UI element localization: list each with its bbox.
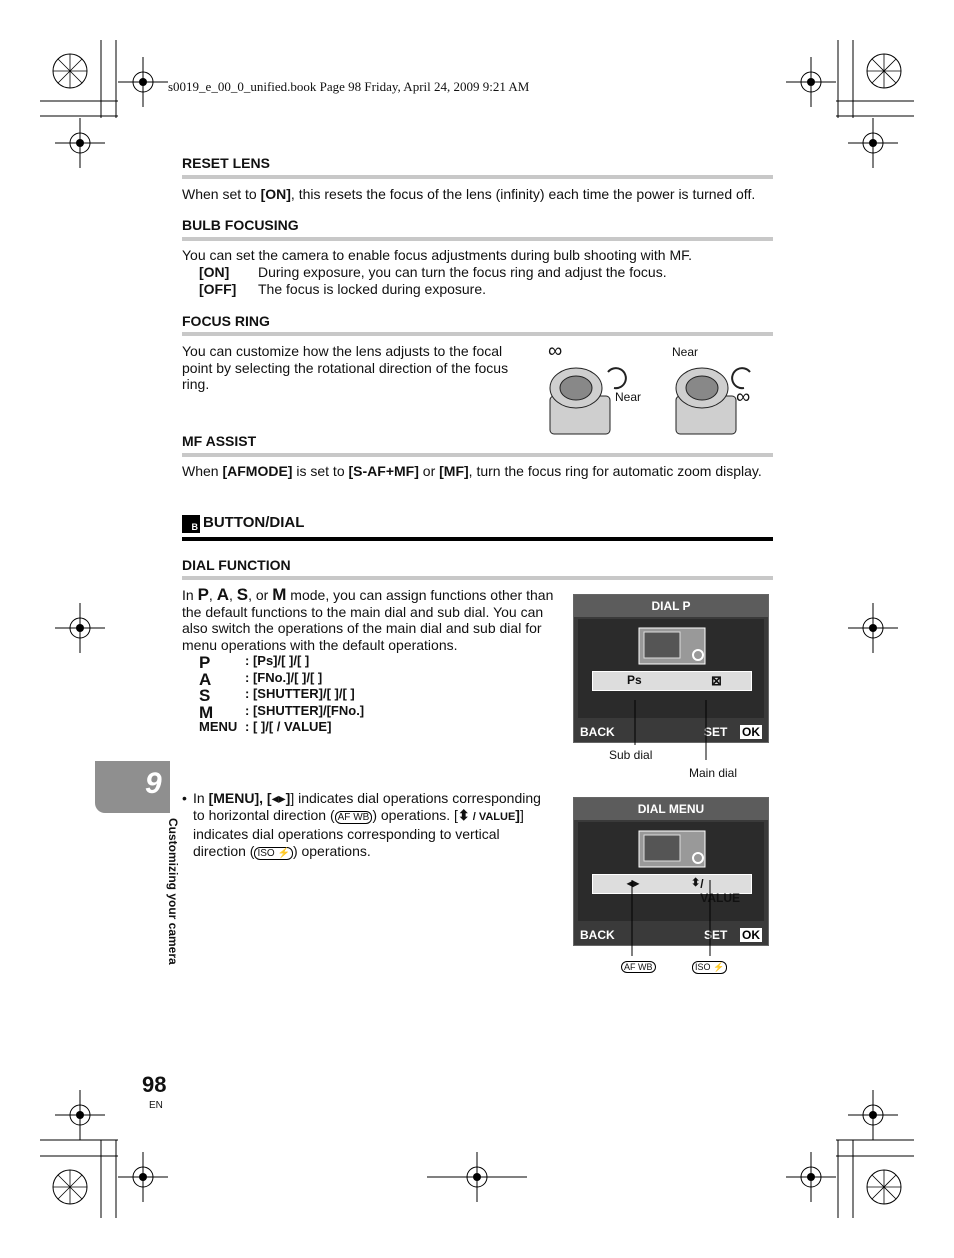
page-number: 98	[142, 1072, 167, 1097]
dial-function-text: In P, A, S, or M mode, you can assign functions other than the default functions to the main dial and sub dial. You can also switch the operations of the main dial and sub dial for menu operations with the default operations.	[182, 585, 554, 653]
af-wb-icon: AF WB	[621, 961, 656, 973]
set-button: SET	[704, 725, 728, 739]
af-wb-icon: AF WB	[335, 811, 373, 824]
lens-rotation-icon	[548, 358, 778, 438]
left-right-icon: ◂▸	[271, 790, 286, 806]
iso-flash-icon: ISO ⚡	[254, 847, 292, 860]
exposure-icon: ⊠	[711, 673, 722, 688]
chapter-tab: 9	[95, 761, 170, 813]
section-rule	[182, 332, 773, 336]
mf-assist-title: MF ASSIST	[182, 433, 257, 449]
near-label: Near	[672, 345, 699, 359]
camera-back-icon	[638, 830, 708, 870]
section-heavy-rule	[182, 537, 773, 541]
bulb-on-key: [ON]	[199, 264, 230, 280]
bullet: •	[182, 790, 187, 806]
reset-lens-title: RESET LENS	[182, 155, 270, 171]
section-rule	[182, 576, 773, 580]
bulb-off-desc: The focus is locked during exposure.	[258, 281, 487, 297]
dial-option-bar	[592, 671, 752, 691]
bulb-off-key: [OFF]	[199, 281, 237, 297]
chapter-side-text: Customizing your camera	[166, 818, 180, 965]
infinity-symbol: ∞	[548, 340, 563, 362]
sub-dial-label: Sub dial	[609, 748, 653, 762]
left-right-icon: ◂▸	[627, 876, 640, 890]
menu-dial-text: In [MENU], [◂▸]] indicates dial operations corresponding to horizontal direction ( AF WB ) operations. [⬍ / VALUE]] indicates dial operations corresponding to vertical direction ( ISO ⚡ ) operations.	[193, 790, 541, 859]
screen-title: DIAL MENU	[574, 798, 768, 820]
up-down-icon: ⬍	[457, 806, 470, 823]
section-rule	[182, 175, 773, 179]
mf-assist-text: When [AFMODE] is set to [S-AF+MF] or [MF], turn the focus ring for automatic zoom display.	[182, 463, 762, 479]
iso-flash-icon: ISO ⚡	[692, 961, 727, 974]
reset-lens-text: When set to [ON], this resets the focus of the lens (infinity) each time the power is turned off.	[182, 186, 756, 202]
menu-tab-icon: B	[182, 515, 200, 533]
button-dial-title: BUTTON/DIAL	[203, 514, 305, 531]
back-button: BACK	[580, 928, 615, 942]
focus-ring-title: FOCUS RING	[182, 313, 270, 329]
sub-dial-value: Ps	[627, 673, 642, 687]
dial-function-title: DIAL FUNCTION	[182, 557, 291, 573]
print-header: s0019_e_00_0_unified.book Page 98 Friday, April 24, 2009 9:21 AM	[168, 79, 530, 94]
infinity-symbol: ∞	[736, 386, 751, 408]
focus-ring-text: You can customize how the lens adjusts to the focal point by selecting the rotational direction of the focus ring.	[182, 343, 509, 392]
ok-icon: OK	[742, 725, 760, 739]
focus-ring-illustration	[548, 342, 778, 442]
back-button: BACK	[580, 725, 615, 739]
near-label: Near	[615, 390, 642, 404]
section-rule	[182, 237, 773, 241]
up-down-value: ⬍ / VALUE	[691, 877, 740, 905]
bulb-focusing-title: BULB FOCUSING	[182, 217, 299, 233]
main-dial-label: Main dial	[689, 766, 738, 780]
camera-back-icon	[638, 627, 708, 667]
set-button: SET	[704, 928, 728, 942]
callout-lines	[570, 880, 730, 960]
section-rule	[182, 453, 773, 457]
bulb-on-desc: During exposure, you can turn the focus ring and adjust the focus.	[258, 264, 667, 280]
bulb-intro: You can set the camera to enable focus adjustments during bulb shooting with MF.	[182, 247, 693, 263]
language-code: EN	[149, 1100, 163, 1111]
screen-title: DIAL P	[574, 595, 768, 617]
ok-icon: OK	[742, 928, 760, 942]
